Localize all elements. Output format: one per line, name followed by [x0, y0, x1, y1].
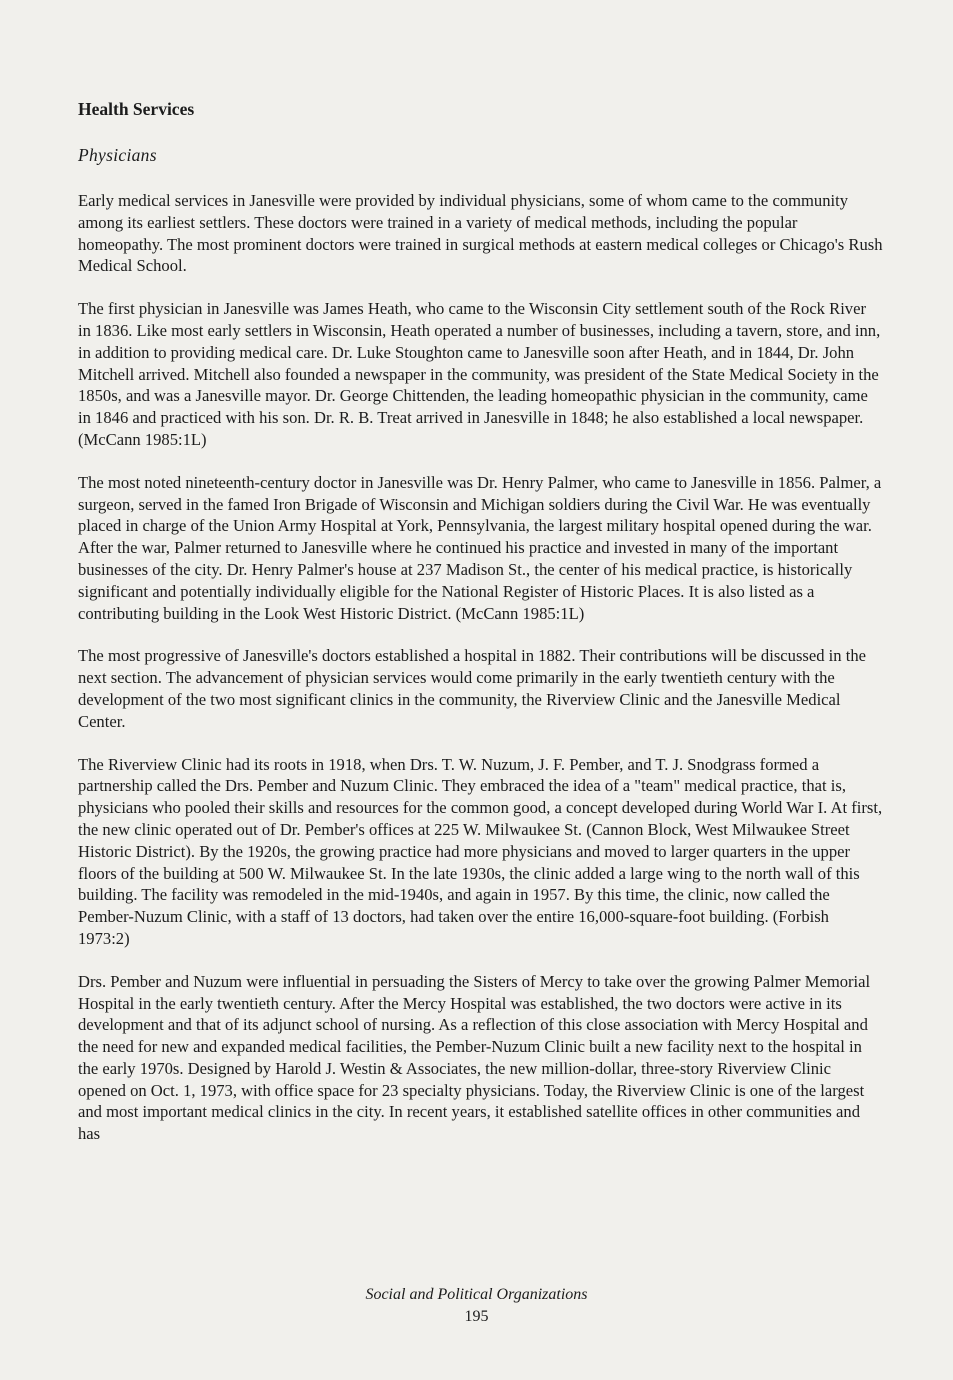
page-number: 195 — [464, 1308, 489, 1325]
subsection-heading: Physicians — [78, 145, 157, 165]
paragraph-riverview-roots: The Riverview Clinic had its roots in 1918, when Drs. T. W. Nuzum, J. F. Pember, and T. J. Snodgrass formed a partnership called the Drs. Pember and Nuzum Clinic. They embraced the idea of a "team" medical practice, that is, physicians who pooled their skills and resources for the common good, a concept developed during World War I. At first, the new clinic operated out of Dr. Pember's offices at 225 W. Milwaukee St. (Cannon Block, West Milwaukee Street Historic District). By the 1920s, the growing practice had more physicians and moved to larger quarters in the upper floors of the building at 500 W. Milwaukee St. In the late 1930s, the clinic added a large wing to the north wall of this building. The facility was remodeled in the mid-1940s, and again in 1957. By this time, the clinic, now called the Pember-Nuzum Clinic, with a staff of 13 doctors, had taken over the entire 16,000-square-foot building. (Forbish 1973:2) — [78, 754, 883, 948]
paragraph-pember-nuzum: Drs. Pember and Nuzum were influential in persuading the Sisters of Mercy to take over the growing Palmer Memorial Hospital in the early twentieth century. After the Mercy Hospital was established, the two doctors were active in its development and that of its adjunct school of nursing. As a reflection of this close association with Mercy Hospital and the need for new and expanded medical facilities, the Pember-Nuzum Clinic built a new facility next to the hospital in the early 1970s. Designed by Harold J. Westin & Associates, the new million-dollar, three-story Riverview Clinic opened on Oct. 1, 1973, with office space for 23 specialty physicians. Today, the Riverview Clinic is one of the largest and most important medical clinics in the city. In recent years, it established satellite offices in other communities and has — [78, 971, 871, 1144]
section-heading: Health Services — [78, 99, 195, 119]
paragraph-henry-palmer: The most noted nineteenth-century doctor in Janesville was Dr. Henry Palmer, who came to Janesville in 1856. Palmer, a surgeon, served in the famed Iron Brigade of Wisconsin and Michigan soldiers during the Civil War. He was eventually placed in charge of the Union Army Hospital at York, Pennsylvania, the largest military hospital opened during the war. After the war, Palmer returned to Janesville where he continued his practice and invested in many of the important businesses of the city. Dr. Henry Palmer's house at 237 Madison St., the center of his medical practice, is historically significant and potentially individually eligible for the National Register of Historic Places. It is also listed as a contributing building in the Look West Historic District. (McCann 1985:1L) — [78, 472, 882, 623]
page-footer — [0, 1284, 953, 1328]
paragraph-progressive-doctors: The most progressive of Janesville's doctors established a hospital in 1882. Their contributions will be discussed in the next section. The advancement of physician services would come primarily in the early twentieth century with the development of the two most significant clinics in the community, the Riverview Clinic and the Janesville Medical Center. — [78, 646, 866, 731]
paragraph-early-services: Early medical services in Janesville were provided by individual physicians, some of whom came to the community among its earliest settlers. These doctors were trained in a variety of medical methods, including the popular homeopathy. The most prominent doctors were trained in surgical methods at eastern medical colleges or Chicago's Rush Medical School. — [78, 191, 883, 276]
paragraph-first-physician: The first physician in Janesville was James Heath, who came to the Wisconsin City settlement south of the Rock River in 1836. Like most early settlers in Wisconsin, Heath operated a number of businesses, including a tavern, store, and inn, in addition to providing medical care. Dr. Luke Stoughton came to Janesville soon after Heath, and in 1844, Dr. John Mitchell arrived. Mitchell also founded a newspaper in the community, was president of the State Medical Society in the 1850s, and was a Janesville mayor. Dr. George Chittenden, the leading homeopathic physician in the community, came in 1846 and practiced with his son. Dr. R. B. Treat arrived in Janesville in 1848; he also established a local newspaper. (McCann 1985:1L) — [78, 299, 881, 449]
running-title: Social and Political Organizations — [365, 1286, 588, 1303]
